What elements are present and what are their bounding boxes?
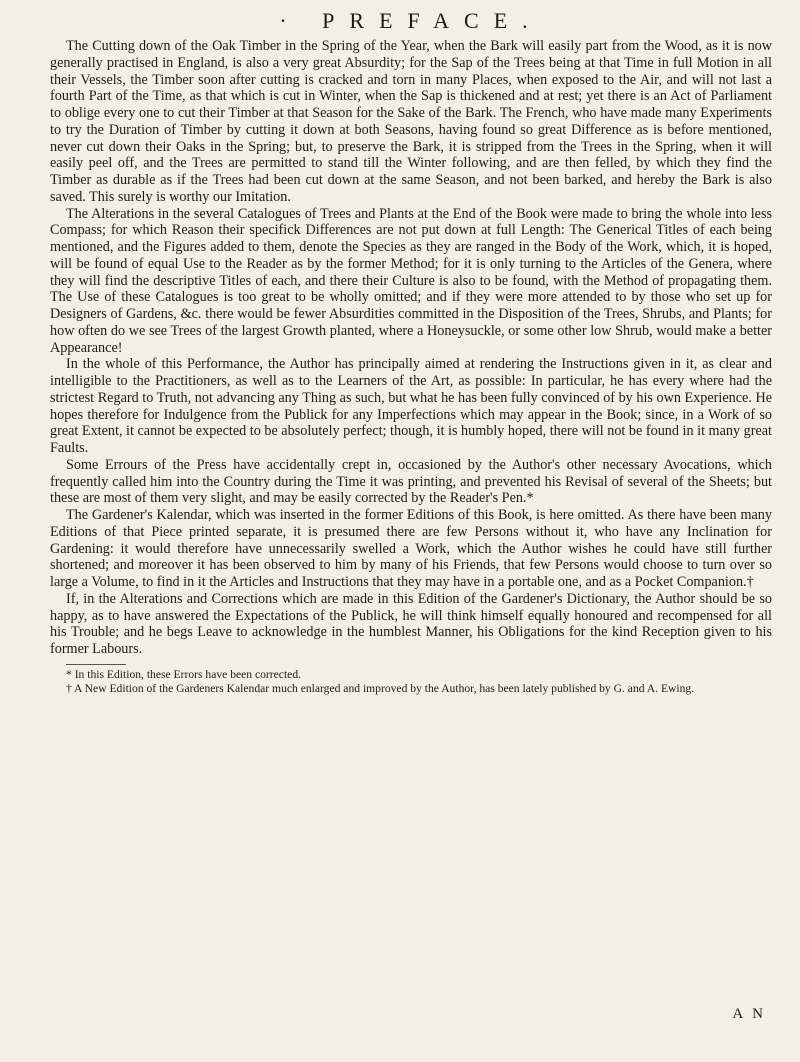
paragraph-performance: In the whole of this Performance, the Author has principally aimed at rendering the Instructions given in it, as clear and intelligible to the Practitioners, as well as to the Learners of the Art, as possible: In particular, he has every where had the strictest Regard to Truth, not advancing any Thing as such, but what he has been fully convinced of by his own Experience. He hopes therefore for Indulgence from the Publick for any Imperfections which may appear in the Book; since, in a Work of so great Extent, it cannot be expected to be absolutely perfect; though, it is humbly hoped, there will not be found in it many great Faults. <box>50 356 772 456</box>
footnotes <box>50 668 772 696</box>
paragraph-errours-of-press: Some Errours of the Press have accidentally crept in, occasioned by the Author's other necessary Avocations, which frequently called him into the Country during the Time it was printing, and prevented his Revisal of several of the Sheets; but these are most of them very slight, and may be easily corrected by the Reader's Pen.* <box>50 456 772 507</box>
paragraph-timber-cutting: The Cutting down of the Oak Timber in the Spring of the Year, when the Bark will easily part from the Wood, as it is now generally practised in England, is also a very great Absurdity; for the Sap of the Trees being at that Time in full Motion in all their Vessels, the Timber soon after cutting is cracked and torn in many Places, when exposed to the Air, and will not last a fourth Part of the Time, as that which is cut in Winter, when the Sap is thickened and at rest; yet there is an Act of Parliament to oblige every one to cut their Timber at that Season for the Sake of the Bark. The French, who have made many Experiments to try the Duration of Timber by cutting it down at both Seasons, having found so great Difference as is before mentioned, never cut down their Oaks in the Spring; but, to preserve the Bark, it is stripped from the Trees in the Spring, when it will easily peel off, and the Trees are permitted to stand till the Winter following, and are then felled, by which they find the Timber as durable as if the Trees had been cut down at the same Season, and not been barked, and hereby the Bark is also saved. This surely is worthy our Imitation. <box>50 38 772 205</box>
page-header: · PREFACE. <box>279 8 543 33</box>
preface-body <box>50 38 772 658</box>
catchword: A N <box>732 1006 766 1022</box>
footnote-kalendar: † A New Edition of the Gardeners Kalendar much enlarged and improved by the Author, has been lately published by G. and A. Ewing. <box>66 681 695 695</box>
footnote-divider <box>66 664 126 665</box>
paragraph-alterations-corrections: If, in the Alterations and Corrections which are made in this Edition of the Gardener's Dictionary, the Author should be so happy, as to have answered the Expectations of the Publick, he will think himself equally honoured and recompensed for all his Trouble; and he begs Leave to acknowledge in the humblest Manner, his Obligations for the kind Reception given to his former Labours. <box>50 590 772 657</box>
paragraph-gardeners-kalendar: The Gardener's Kalendar, which was inserted in the former Editions of this Book, is here omitted. As there have been many Editions of that Piece printed separate, it is presumed there are few Persons without it, who have any Inclination for Gardening: it would therefore have unnecessarily swelled a Work, which the Author wishes he could have still further shortened; and moreover it has been observed to him by many of his Friends, that few Persons would choose to turn over so large a Volume, to find in it the Articles and Instructions that they may have in a portable one, and as a Pocket Companion.† <box>50 507 772 590</box>
footnote-errors: * In this Edition, these Errors have been corrected. <box>66 667 302 681</box>
paragraph-catalogue-alterations: The Alterations in the several Catalogues of Trees and Plants at the End of the Book were made to bring the whole into less Compass; for which Reason their specifick Differences are not put down at full Length: The Generical Titles of each being mentioned, and the Figures added to them, denote the Species as they are ranged in the Body of the Work, which, it is hoped, will be found of equal Use to the Reader as by the former Method; for it is only turning to the Articles of the Genera, where they will find the descriptive Titles of each, and there their Culture is also to be found, with the Method of propagating them. The Use of these Catalogues is too great to be wholly omitted; and if they were more attended to by those who set up for Designers of Gardens, &c. there would be fewer Absurdities committed in the Disposition of the Trees, Shrubs, and Plants; for how often do we see Trees of the largest Growth planted, where a Honeysuckle, or some other low Shrub, would make a better Appearance! <box>50 205 772 356</box>
